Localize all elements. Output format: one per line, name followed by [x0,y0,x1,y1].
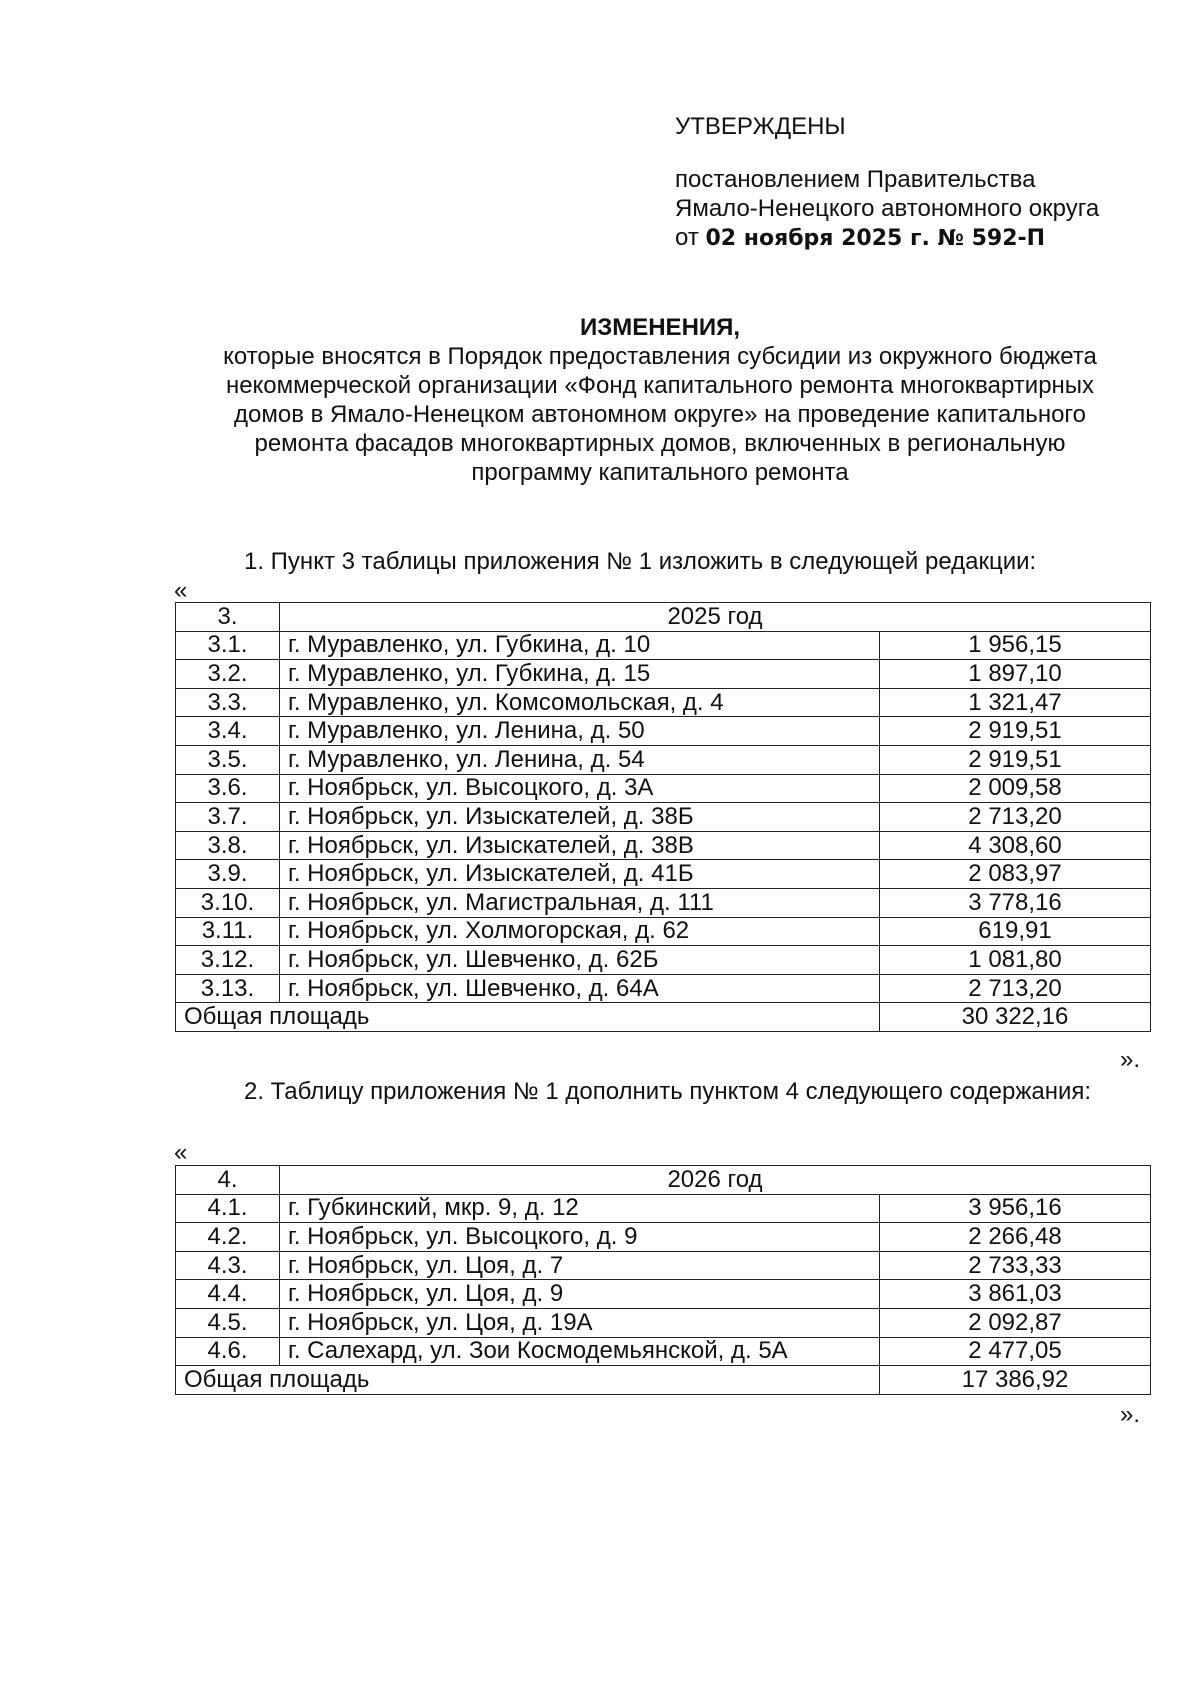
row-address: г. Муравленко, ул. Ленина, д. 54 [280,745,880,774]
approval-date-line [675,223,1099,253]
row-address: г. Ноябрьск, ул. Шевченко, д. 64А [280,974,880,1003]
table-section-row [176,1166,1151,1195]
heading-line: домов в Ямало-Ненецком автономном округе» на проведение капитального [234,401,1086,428]
heading-line: ремонта фасадов многоквартирных домов, включенных в региональную [254,430,1066,457]
heading-line: программу капитального ремонта [471,459,849,486]
quote-close-1: ». [1120,1046,1141,1073]
table-row [176,1337,1151,1366]
row-number: 3.10. [176,888,280,917]
table-row [176,946,1151,975]
row-area: 2 009,58 [880,774,1151,803]
table-row [176,660,1151,689]
row-number: 3.5. [176,745,280,774]
table-2025 [175,602,1151,1032]
row-address: г. Ноябрьск, ул. Шевченко, д. 62Б [280,946,880,975]
row-area: 2 266,48 [880,1223,1151,1252]
row-area: 619,91 [880,917,1151,946]
row-area: 2 477,05 [880,1337,1151,1366]
row-area: 3 861,03 [880,1280,1151,1309]
row-number: 3.11. [176,917,280,946]
approval-title: УТВЕРЖДЕНЫ [675,113,846,140]
row-number: 3.4. [176,717,280,746]
quote-open-1: « [174,577,188,604]
row-area: 2 919,51 [880,745,1151,774]
section-year: 2026 год [280,1166,1151,1195]
quote-open-2: « [174,1139,188,1166]
item-1-text: 1. Пункт 3 таблицы приложения № 1 изложить в следующей редакции: [244,548,1037,575]
row-number: 4.6. [176,1337,280,1366]
row-number: 3.8. [176,831,280,860]
approval-line-1: постановлением Правительства [675,166,1036,193]
row-area: 1 321,47 [880,688,1151,717]
row-area: 1 956,15 [880,631,1151,660]
row-area: 2 083,97 [880,860,1151,889]
document-heading [160,313,1160,487]
row-area: 2 733,33 [880,1251,1151,1280]
table-row [176,803,1151,832]
row-area: 2 713,20 [880,803,1151,832]
table-row [176,888,1151,917]
table-row [176,917,1151,946]
row-address: г. Ноябрьск, ул. Цоя, д. 9 [280,1280,880,1309]
table-row [176,745,1151,774]
row-number: 4.4. [176,1280,280,1309]
section-number: 4. [176,1166,280,1195]
row-address: г. Муравленко, ул. Комсомольская, д. 4 [280,688,880,717]
approval-block [675,112,1099,253]
row-address: г. Ноябрьск, ул. Высоцкого, д. 9 [280,1223,880,1252]
section-number: 3. [176,603,280,632]
total-label: Общая площадь [176,1366,880,1395]
total-value: 30 322,16 [880,1003,1151,1032]
table-row [176,860,1151,889]
row-area: 3 956,16 [880,1194,1151,1223]
row-number: 3.2. [176,660,280,689]
item-2-text: 2. Таблицу приложения № 1 дополнить пунктом 4 следующего содержания: [244,1078,1092,1105]
table-row [176,717,1151,746]
row-address: г. Салехард, ул. Зои Космодемьянской, д. 5А [280,1337,880,1366]
row-address: г. Ноябрьск, ул. Цоя, д. 7 [280,1251,880,1280]
table-row [176,1223,1151,1252]
row-number: 3.3. [176,688,280,717]
row-address: г. Ноябрьск, ул. Изыскателей, д. 38Б [280,803,880,832]
heading-line: некоммерческой организации «Фонд капитального ремонта многоквартирных [225,372,1095,399]
table-row [176,1308,1151,1337]
row-area: 2 092,87 [880,1308,1151,1337]
table-row [176,1251,1151,1280]
row-number: 3.9. [176,860,280,889]
row-address: г. Ноябрьск, ул. Изыскателей, д. 38В [280,831,880,860]
approval-line-2: Ямало-Ненецкого автономного округа [675,195,1100,222]
row-address: г. Ноябрьск, ул. Цоя, д. 19А [280,1308,880,1337]
table-row [176,688,1151,717]
table-row [176,1280,1151,1309]
row-address: г. Муравленко, ул. Губкина, д. 10 [280,631,880,660]
total-value: 17 386,92 [880,1366,1151,1395]
row-number: 4.3. [176,1251,280,1280]
row-address: г. Ноябрьск, ул. Холмогорская, д. 62 [280,917,880,946]
table-2026 [175,1165,1151,1395]
row-number: 4.5. [176,1308,280,1337]
table-row [176,631,1151,660]
approval-date: 02 ноября 2025 г. № 592-П [705,226,1046,251]
row-area: 3 778,16 [880,888,1151,917]
row-number: 3.7. [176,803,280,832]
row-area: 2 713,20 [880,974,1151,1003]
table-row [176,774,1151,803]
row-number: 3.12. [176,946,280,975]
row-address: г. Ноябрьск, ул. Магистральная, д. 111 [280,888,880,917]
document-title: ИЗМЕНЕНИЯ, [579,314,741,341]
row-address: г. Губкинский, мкр. 9, д. 12 [280,1194,880,1223]
total-label: Общая площадь [176,1003,880,1032]
row-number: 4.1. [176,1194,280,1223]
row-number: 4.2. [176,1223,280,1252]
approval-date-prefix: от [675,224,706,251]
row-address: г. Муравленко, ул. Ленина, д. 50 [280,717,880,746]
table-total-row [176,1003,1151,1032]
row-address: г. Ноябрьск, ул. Высоцкого, д. 3А [280,774,880,803]
row-area: 1 081,80 [880,946,1151,975]
table-row [176,1194,1151,1223]
quote-close-2: ». [1120,1401,1141,1428]
heading-line: которые вносятся в Порядок предоставления субсидии из окружного бюджета [223,343,1097,370]
table-row [176,831,1151,860]
section-year: 2025 год [280,603,1151,632]
row-area: 1 897,10 [880,660,1151,689]
row-number: 3.6. [176,774,280,803]
row-area: 2 919,51 [880,717,1151,746]
table-row [176,974,1151,1003]
row-number: 3.1. [176,631,280,660]
row-address: г. Муравленко, ул. Губкина, д. 15 [280,660,880,689]
row-area: 4 308,60 [880,831,1151,860]
table-total-row [176,1366,1151,1395]
row-number: 3.13. [176,974,280,1003]
table-section-row [176,603,1151,632]
row-address: г. Ноябрьск, ул. Изыскателей, д. 41Б [280,860,880,889]
